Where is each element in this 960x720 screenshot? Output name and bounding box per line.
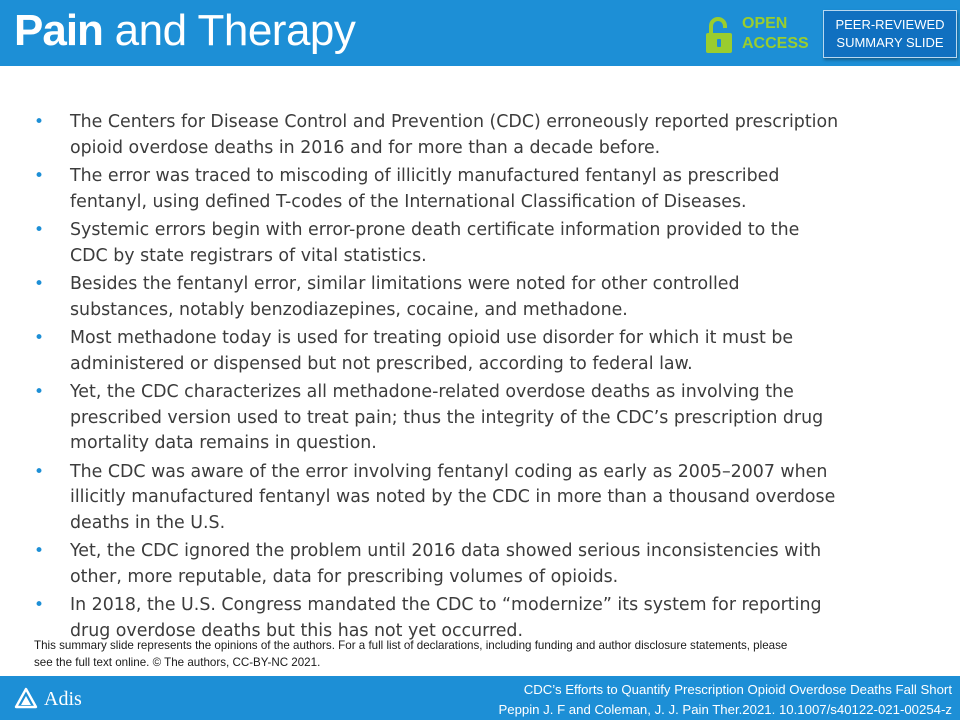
- bullet-item: [34, 218, 934, 269]
- bullet-line: Yet, the CDC characterizes all methadone-related overdose deaths as involving the: [70, 382, 794, 402]
- bullet-line: The CDC was aware of the error involving fentanyl coding as early as 2005–2007 when: [70, 461, 828, 482]
- peer-reviewed-line2: SUMMARY SLIDE: [836, 35, 944, 50]
- publisher-name: Adis: [44, 688, 82, 710]
- bullet-dot-icon: •: [34, 166, 45, 186]
- open-lock-icon: [706, 17, 732, 53]
- bullet-dot-icon: •: [34, 220, 45, 240]
- bullet-dot-icon: •: [34, 274, 45, 294]
- bullet-line: CDC by state registrars of vital statistics.: [70, 245, 427, 266]
- article-title: CDC’s Efforts to Quantify Prescription Opioid Overdose Deaths Fall Short: [523, 682, 952, 697]
- slide-footer: [0, 676, 960, 720]
- bullet-line: Systemic errors begin with error-prone death certificate information provided to the: [70, 220, 800, 240]
- bullet-dot-icon: •: [34, 541, 45, 561]
- bullet-line: other, more reputable, data for prescribing volumes of opioids.: [70, 566, 619, 587]
- bullet-line: administered or dispensed but not prescribed, according to federal law.: [70, 353, 693, 374]
- bullet-item: [34, 380, 934, 457]
- bullet-line: prescribed version used to treat pain; thus the integrity of the CDC’s prescription drug: [70, 407, 824, 428]
- bullet-item: [34, 272, 934, 323]
- open-access-line2: ACCESS: [742, 35, 809, 52]
- bullet-line: substances, notably benzodiazepines, cocaine, and methadone.: [70, 299, 628, 320]
- bullet-dot-icon: •: [34, 112, 45, 132]
- bullet-item: [34, 539, 934, 590]
- journal-header: [0, 0, 960, 66]
- bullet-line: Besides the fentanyl error, similar limitations were noted for other controlled: [70, 274, 740, 294]
- bullet-line: The Centers for Disease Control and Prevention (CDC) erroneously reported prescription: [70, 112, 839, 132]
- article-citation: Peppin J. F and Coleman, J. J. Pain Ther.2021. 10.1007/s40122-021-00254-z: [498, 702, 952, 717]
- bullet-item: [34, 110, 934, 161]
- bullet-dot-icon: •: [34, 595, 45, 615]
- journal-name-rest: and Therapy: [102, 6, 356, 55]
- disclaimer-text: [34, 637, 934, 671]
- summary-bullets: [34, 110, 934, 647]
- bullet-line: mortality data remains in question.: [70, 433, 377, 453]
- journal-name-bold: Pain: [14, 6, 103, 55]
- bullet-line: In 2018, the U.S. Congress mandated the CDC to “modernize” its system for reporting: [70, 595, 822, 615]
- bullet-line: opioid overdose deaths in 2016 and for more than a decade before.: [70, 137, 661, 158]
- open-access-line1: OPEN: [742, 15, 788, 32]
- adis-triangle-icon: [14, 687, 38, 709]
- bullet-item: [34, 164, 934, 215]
- disclaimer-line: see the full text online. © The authors, CC-BY-NC 2021.: [34, 656, 321, 669]
- open-access-badge: [706, 14, 816, 56]
- bullet-line: Yet, the CDC ignored the problem until 2016 data showed serious inconsistencies with: [70, 541, 822, 561]
- bullet-item: [34, 460, 934, 537]
- bullet-line: Most methadone today is used for treating opioid use disorder for which it must be: [70, 328, 794, 348]
- bullet-dot-icon: •: [34, 382, 45, 402]
- bullet-dot-icon: •: [34, 328, 45, 348]
- bullet-line: deaths in the U.S.: [70, 512, 226, 533]
- journal-title: [14, 5, 355, 57]
- bullet-line: fentanyl, using defined T-codes of the International Classification of Diseases.: [70, 191, 747, 212]
- disclaimer-line: This summary slide represents the opinions of the authors. For a full list of declarations, including funding and author disclosure statements, please: [34, 639, 788, 652]
- open-access-text: [742, 14, 809, 54]
- peer-reviewed-line1: PEER-REVIEWED: [835, 17, 945, 32]
- adis-logo: [14, 687, 94, 711]
- bullet-line: The error was traced to miscoding of illicitly manufactured fentanyl as prescribed: [70, 166, 780, 186]
- bullet-line: illicitly manufactured fentanyl was noted by the CDC in more than a thousand overdose: [70, 487, 836, 507]
- bullet-dot-icon: •: [34, 461, 45, 482]
- bullet-item: [34, 326, 934, 377]
- bullet-line: drug overdose deaths but this has not yet occurred.: [70, 620, 523, 641]
- peer-reviewed-label: [823, 10, 957, 58]
